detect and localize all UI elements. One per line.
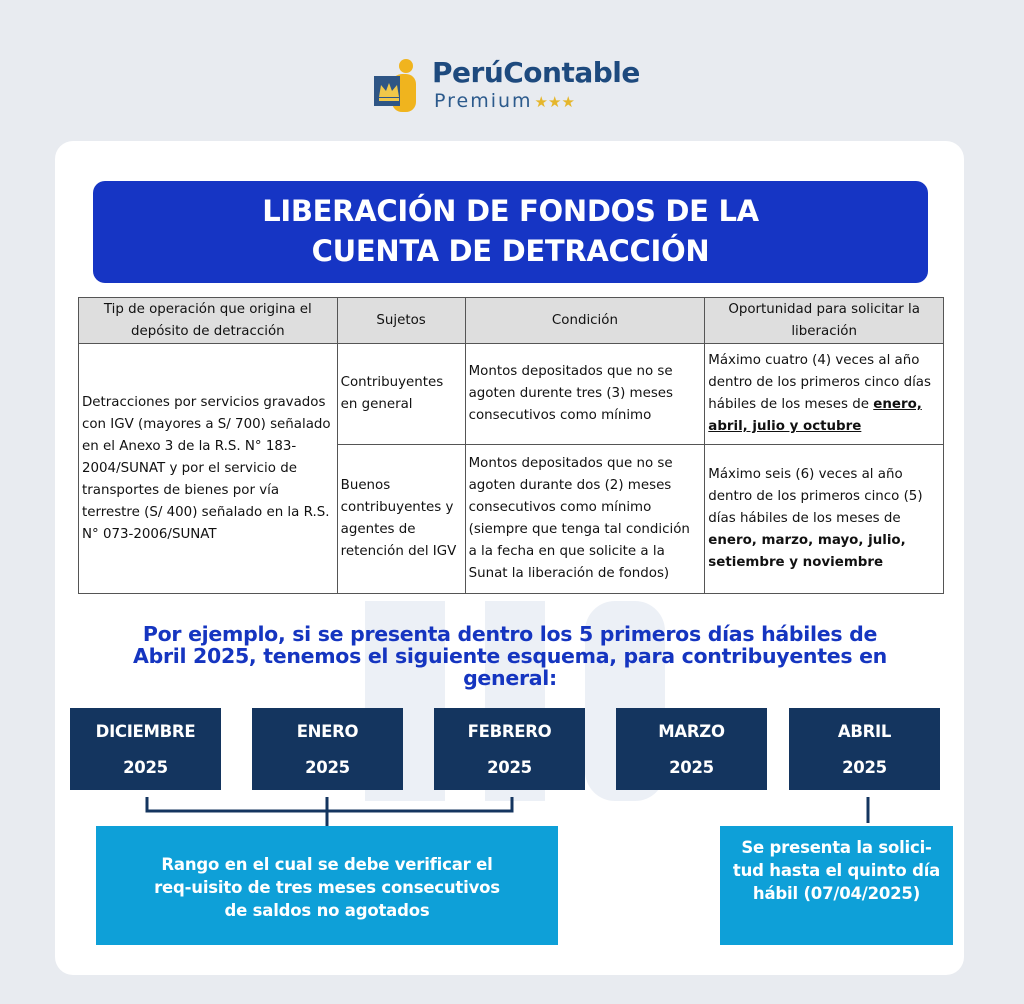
- subject-cell: Buenos contribuyentes y agentes de retención del IGV: [337, 445, 465, 594]
- month-year: 2025: [305, 758, 350, 777]
- condition-cell: Montos depositados que no se agoten durente tres (3) meses consecutivos como mínimo: [465, 344, 705, 445]
- header-condition: Condición: [465, 298, 705, 344]
- table-header-row: [79, 298, 944, 344]
- month-box-marzo: [616, 708, 767, 790]
- rating-stars-icon: ★★★: [534, 93, 575, 111]
- brand-logo: [370, 54, 660, 118]
- month-box-enero: [252, 708, 403, 790]
- header-opportunity: Oportunidad para solicitar la liberación: [705, 298, 944, 344]
- opportunity-months: enero, marzo, mayo, julio, setiembre y noviembre: [708, 533, 906, 570]
- opportunity-cell: Máximo seis (6) veces al año dentro de los primeros cinco (5) días hábiles de los meses de enero, marzo, mayo, julio, setiembre y noviembre: [705, 445, 944, 594]
- example-line: Por ejemplo, si se presenta dentro los 5 primeros días hábiles de: [142, 622, 878, 646]
- brand-sub: Premium ★★★: [434, 90, 575, 112]
- condition-cell: Montos depositados que no se agoten durante dos (2) meses consecutivos como mínimo (siempre que tenga tal condición a la fecha en que solicite a la Sunat la liberación de fondos): [465, 445, 705, 594]
- month-box-febrero: [434, 708, 585, 790]
- month-name: ENERO: [296, 722, 359, 741]
- month-box-abril: [789, 708, 940, 790]
- month-name: ABRIL: [837, 722, 892, 741]
- month-box-diciembre: [70, 708, 221, 790]
- example-text: [95, 623, 925, 689]
- month-name: DICIEMBRE: [95, 722, 196, 741]
- header-operation: Tip de operación que origina el depósito de detracción: [79, 298, 338, 344]
- logo-crown-icon: [370, 58, 422, 114]
- operation-cell: Detracciones por servicios gravados con IGV (mayores a S/ 700) señalado en el Anexo 3 de la R.S. N° 183-2004/SUNAT y por el servicio de transportes de bienes por vía terrestre (S/ 400) señalado en la R.S. N° 073-2006/SUNAT: [79, 344, 338, 594]
- month-year: 2025: [123, 758, 168, 777]
- month-name: MARZO: [658, 722, 725, 741]
- opportunity-months: enero, abril, julio y octubre: [708, 397, 922, 434]
- table-row: [79, 344, 944, 445]
- month-year: 2025: [487, 758, 532, 777]
- title-banner: [93, 181, 928, 283]
- example-line: Abril 2025, tenemos el siguiente esquema, para contribuyentes en: [133, 644, 887, 668]
- content-card: [55, 141, 964, 975]
- subject-cell: Contribuyentes en general: [337, 344, 465, 445]
- header-subjects: Sujetos: [337, 298, 465, 344]
- brand-name: PerúContable: [432, 56, 640, 89]
- example-line: general:: [463, 666, 557, 690]
- opportunity-cell: Máximo cuatro (4) veces al año dentro de los primeros cinco días hábiles de los meses de enero, abril, julio y octubre: [705, 344, 944, 445]
- title-line-2: CUENTA DE DETRACCIÓN: [311, 234, 710, 268]
- month-name: FEBRERO: [467, 722, 552, 741]
- month-year: 2025: [669, 758, 714, 777]
- range-note: Rango en el cual se debe verificar el req-uisito de tres meses consecutivos de saldos no agotados: [96, 826, 558, 945]
- present-note: Se presenta la solici-tud hasta el quinto día hábil (07/04/2025): [720, 826, 953, 945]
- title-line-1: LIBERACIÓN DE FONDOS DE LA: [262, 194, 759, 228]
- month-year: 2025: [842, 758, 887, 777]
- detraccion-table: [78, 297, 944, 594]
